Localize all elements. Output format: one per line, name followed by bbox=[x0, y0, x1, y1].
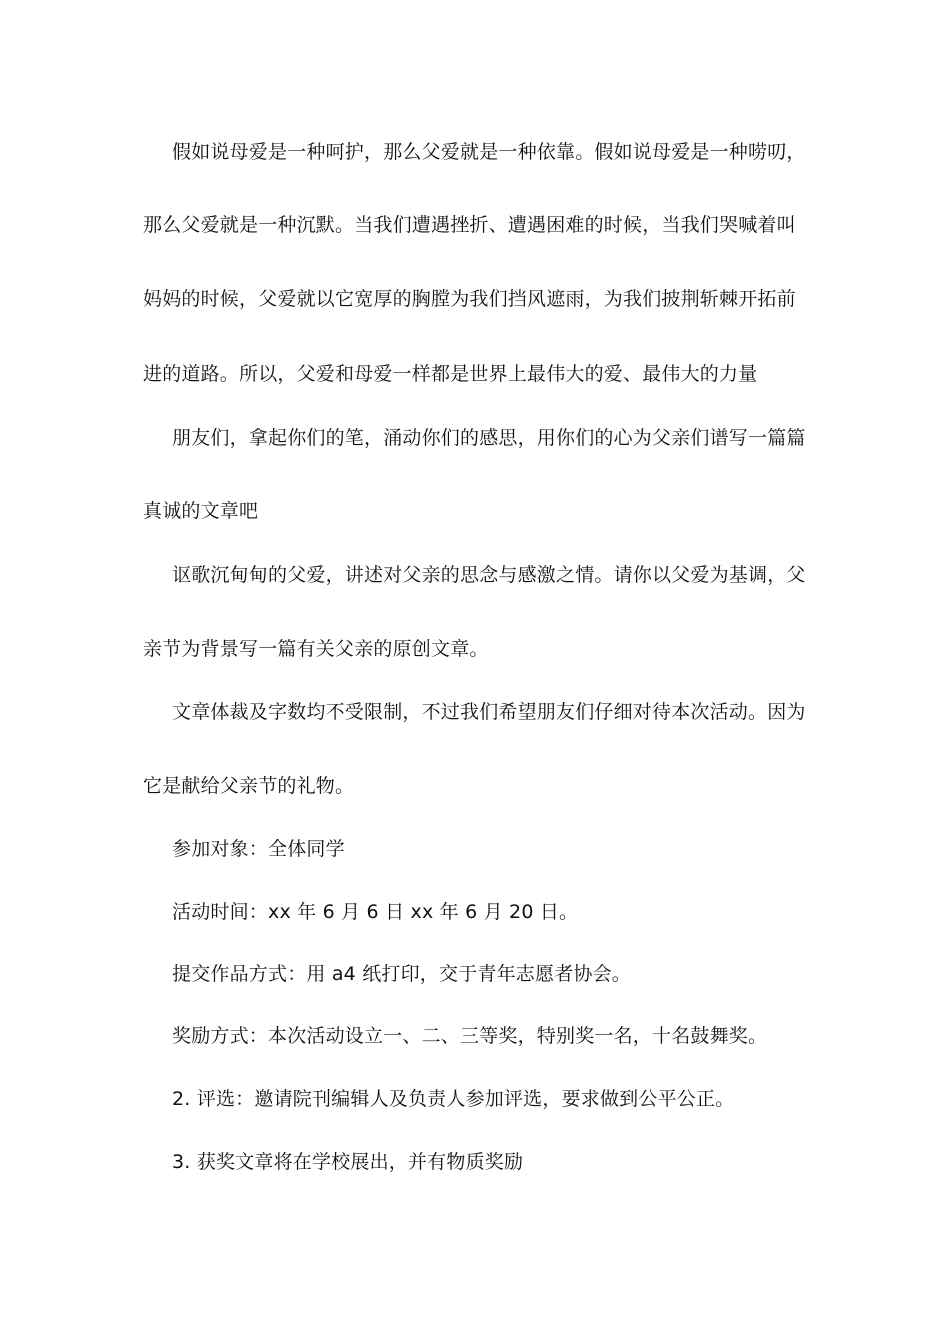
paragraph-4-line-1: 文章体裁及字数均不受限制，不过我们希望朋友们仔细对待本次活动。因为 bbox=[172, 701, 806, 723]
paragraph-3-line-2: 亲节为背景写一篇有关父亲的原创文章。 bbox=[143, 638, 489, 660]
paragraph-1-line-2: 那么父爱就是一种沉默。当我们遭遇挫折、遭遇困难的时候，当我们哭喊着叫 bbox=[143, 214, 796, 236]
award-method-line: 奖励方式：本次活动设立一、二、三等奖，特别奖一名，十名鼓舞奖。 bbox=[172, 1025, 768, 1047]
activity-time-line: 活动时间：xx 年 6 月 6 日 xx 年 6 月 20 日。 bbox=[172, 901, 579, 923]
exhibition-line: 3. 获奖文章将在学校展出，并有物质奖励 bbox=[172, 1151, 524, 1173]
paragraph-4-line-2: 它是献给父亲节的礼物。 bbox=[143, 775, 355, 797]
paragraph-2-line-1: 朋友们，拿起你们的笔，涌动你们的感思，用你们的心为父亲们谱写一篇篇 bbox=[172, 427, 806, 449]
paragraph-2-line-2: 真诚的文章吧 bbox=[143, 500, 259, 522]
submission-method-line: 提交作品方式：用 a4 纸打印，交于青年志愿者协会。 bbox=[172, 963, 632, 985]
participants-line: 参加对象：全体同学 bbox=[172, 838, 345, 860]
paragraph-1-line-1: 假如说母爱是一种呵护，那么父爱就是一种依靠。假如说母爱是一种唠叨， bbox=[172, 141, 806, 163]
paragraph-1-line-3: 妈妈的时候，父爱就以它宽厚的胸膛为我们挡风遮雨，为我们披荆斩棘开拓前 bbox=[143, 288, 796, 310]
paragraph-3-line-1: 讴歌沉甸甸的父爱，讲述对父亲的思念与感激之情。请你以父爱为基调，父 bbox=[172, 564, 806, 586]
paragraph-1-line-4: 进的道路。所以，父爱和母爱一样都是世界上最伟大的爱、最伟大的力量 bbox=[143, 363, 758, 385]
judging-line: 2. 评选：邀请院刊编辑人及负责人参加评选，要求做到公平公正。 bbox=[172, 1088, 735, 1110]
